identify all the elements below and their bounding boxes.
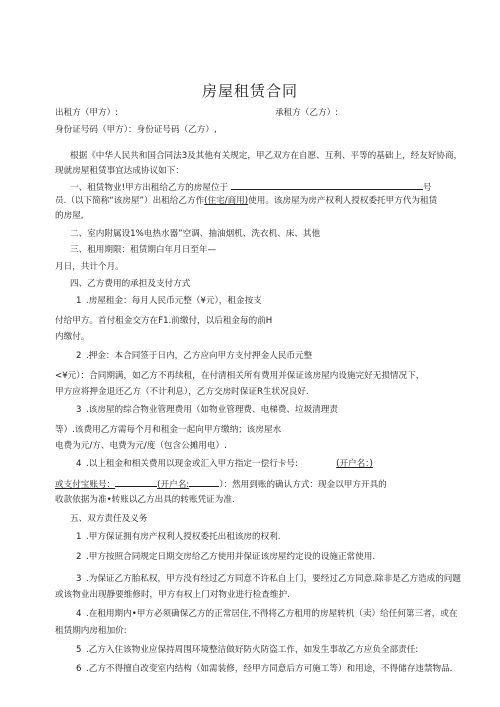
item-number: 3 xyxy=(76,574,82,584)
duty-text: .为保证乙方胎私权，甲方没有经过乙方同意不许私自上门，要经过乙方同意.除非是乙方造成的问题 xyxy=(86,574,461,584)
clause-5-6 xyxy=(76,664,452,674)
page-title: 房屋租赁合同 xyxy=(201,82,298,100)
item-number: 2 xyxy=(76,351,82,361)
address-blank xyxy=(231,181,423,190)
clause-1-line-3: 的房屋, xyxy=(55,211,84,221)
clause-5-heading: 五、双方责任及义务 xyxy=(70,514,148,524)
preamble-line-2: 现就房屋租赁事宜达成协议如下： xyxy=(55,166,184,176)
clause-5-4-line-2: 租赁期内房租加价: xyxy=(55,626,127,636)
clause-4-3 xyxy=(76,405,338,415)
duty-text: .甲方按照合同规定日期交房给乙方使用并保证该房屋约定设的设施正常使用. xyxy=(86,552,376,562)
id-number-line: 身份证号码（甲方）：身份证号码（乙方）, xyxy=(55,125,217,135)
item-number: 1 xyxy=(76,296,82,306)
clause-4-1 xyxy=(76,296,262,306)
clause-4-4-line-3: 收款依据为准•转账以乙方出具的转账凭证为准. xyxy=(55,495,235,505)
clause-4-1-line-2: 付给甲方。首付租金交方在F1.前缴付，以后租金每的前H xyxy=(55,316,273,326)
item-number: 2 xyxy=(76,552,82,562)
clause-4-1-line-3: 内缴付。 xyxy=(55,332,90,342)
payment-text: .以上租金和相关费用以现金或汇入甲方指定一偿行卡号: xyxy=(86,459,298,469)
duty-text: .乙方不得擅自改变室内结构（如需装修，经甲方同意后方可施工等）和用途，不得储存违禁物品. xyxy=(86,664,453,674)
account-name-label: (开户名: xyxy=(157,480,190,490)
confirm-text: ）：然用到账的确认方式：现金以甲方开具的 xyxy=(219,480,387,490)
usage-type: (住宅/商用) xyxy=(204,196,249,206)
clause-5-1 xyxy=(76,532,281,542)
account-name-blank: (开户名：) xyxy=(336,459,373,469)
alipay-label: 或支付宝账号： xyxy=(55,480,116,490)
clause-1-line-1 xyxy=(70,181,431,193)
duty-text: .在租用期内•甲方必须确保乙方的正常居住,不得将乙方租用的房屋转机（卖）给任何第三者，或在 xyxy=(86,609,458,619)
item-number: 6 xyxy=(76,664,82,674)
clause-3-line-2: 月日，共计个月。 xyxy=(55,262,124,272)
clause-4-2-line-3: 甲方应将押金退还乙方（不计利息），乙方交房时保证R生状况良好. xyxy=(55,387,309,397)
clause-1-text: 一、租赁物业!甲方出租给乙方的房屋位于 xyxy=(70,183,229,193)
alipay-blank xyxy=(115,478,157,487)
clause-1-text-2: 员.（以下简称“该房屋”）出租给乙方作 xyxy=(55,196,205,206)
clause-4-2-line-2: <¥元）：合同期满，如乙方不再续租，在付清相关所有费用并保证该房屋内设施完好无损情况下， xyxy=(55,371,425,381)
clause-4-3-line-3: 电费为元/方、电费为元/度（包含公摊用电）. xyxy=(55,441,227,451)
item-number: 4 xyxy=(76,459,82,469)
clause-4-2 xyxy=(76,351,312,361)
clause-5-3 xyxy=(76,574,461,584)
lessor-label: 出租方（甲方）: xyxy=(55,108,119,118)
clause-3: 三、租用期限：租赁期白年月日至年— xyxy=(70,245,217,255)
item-number: 1 xyxy=(76,532,82,542)
property-fee-text: .该房屋的综合物业管理费用（如物业管理费、电梯费、垃圾清理责 xyxy=(86,405,338,415)
clause-4-4-line-2 xyxy=(55,478,387,490)
clause-4-4 xyxy=(76,459,373,469)
rent-text: .房屋租金：每月人民币元整（¥元），租金按支 xyxy=(86,296,262,306)
clause-5-2 xyxy=(76,552,375,562)
duty-text: .乙方入住该物业应保持周围环境整洁做好防火防盗工作，如发生事故乙方应负全部责任: xyxy=(86,645,419,655)
duty-text: .甲方保证拥有房产权利人授权委托出租该房的权利. xyxy=(86,532,281,542)
clause-4-heading: 四、乙方费用的承担及支付方式 xyxy=(70,279,191,289)
preamble-line-1: 根据《中华人民共和国合同法3及其他有关规定，甲乙双方在自愿、互利、平等的基础上，经友好协商， xyxy=(70,151,463,161)
clause-5-4 xyxy=(76,609,457,619)
item-number: 3 xyxy=(76,405,82,415)
clause-1-text-3: 使用。该房屋为房产权利人授权委托甲方代为租赁 xyxy=(248,196,438,206)
deposit-text: .押金：本合同签于日内，乙方应向甲方支付押金人民币元整 xyxy=(86,351,313,361)
item-number: 4 xyxy=(76,609,82,619)
clause-5-3-line-2: 或该物业出现静要维修时，甲方有权上门对物业进行检查维护. xyxy=(55,590,290,600)
clause-2: 二、室内附属设1%电热水器”空调、抽油烟机、洗衣机、床、其他 xyxy=(70,229,321,239)
clause-1-suffix: 号 xyxy=(422,183,432,193)
item-number: 5 xyxy=(76,645,82,655)
account-name-blank-2 xyxy=(189,478,219,487)
lessee-label: 承租方（乙方）: xyxy=(275,108,339,118)
clause-5-5 xyxy=(76,645,418,655)
clause-4-3-line-2: 等）.该费用乙方需每个月和租金一起向甲方缴纳；该房屋水 xyxy=(55,425,282,435)
clause-1-line-2 xyxy=(55,196,437,206)
